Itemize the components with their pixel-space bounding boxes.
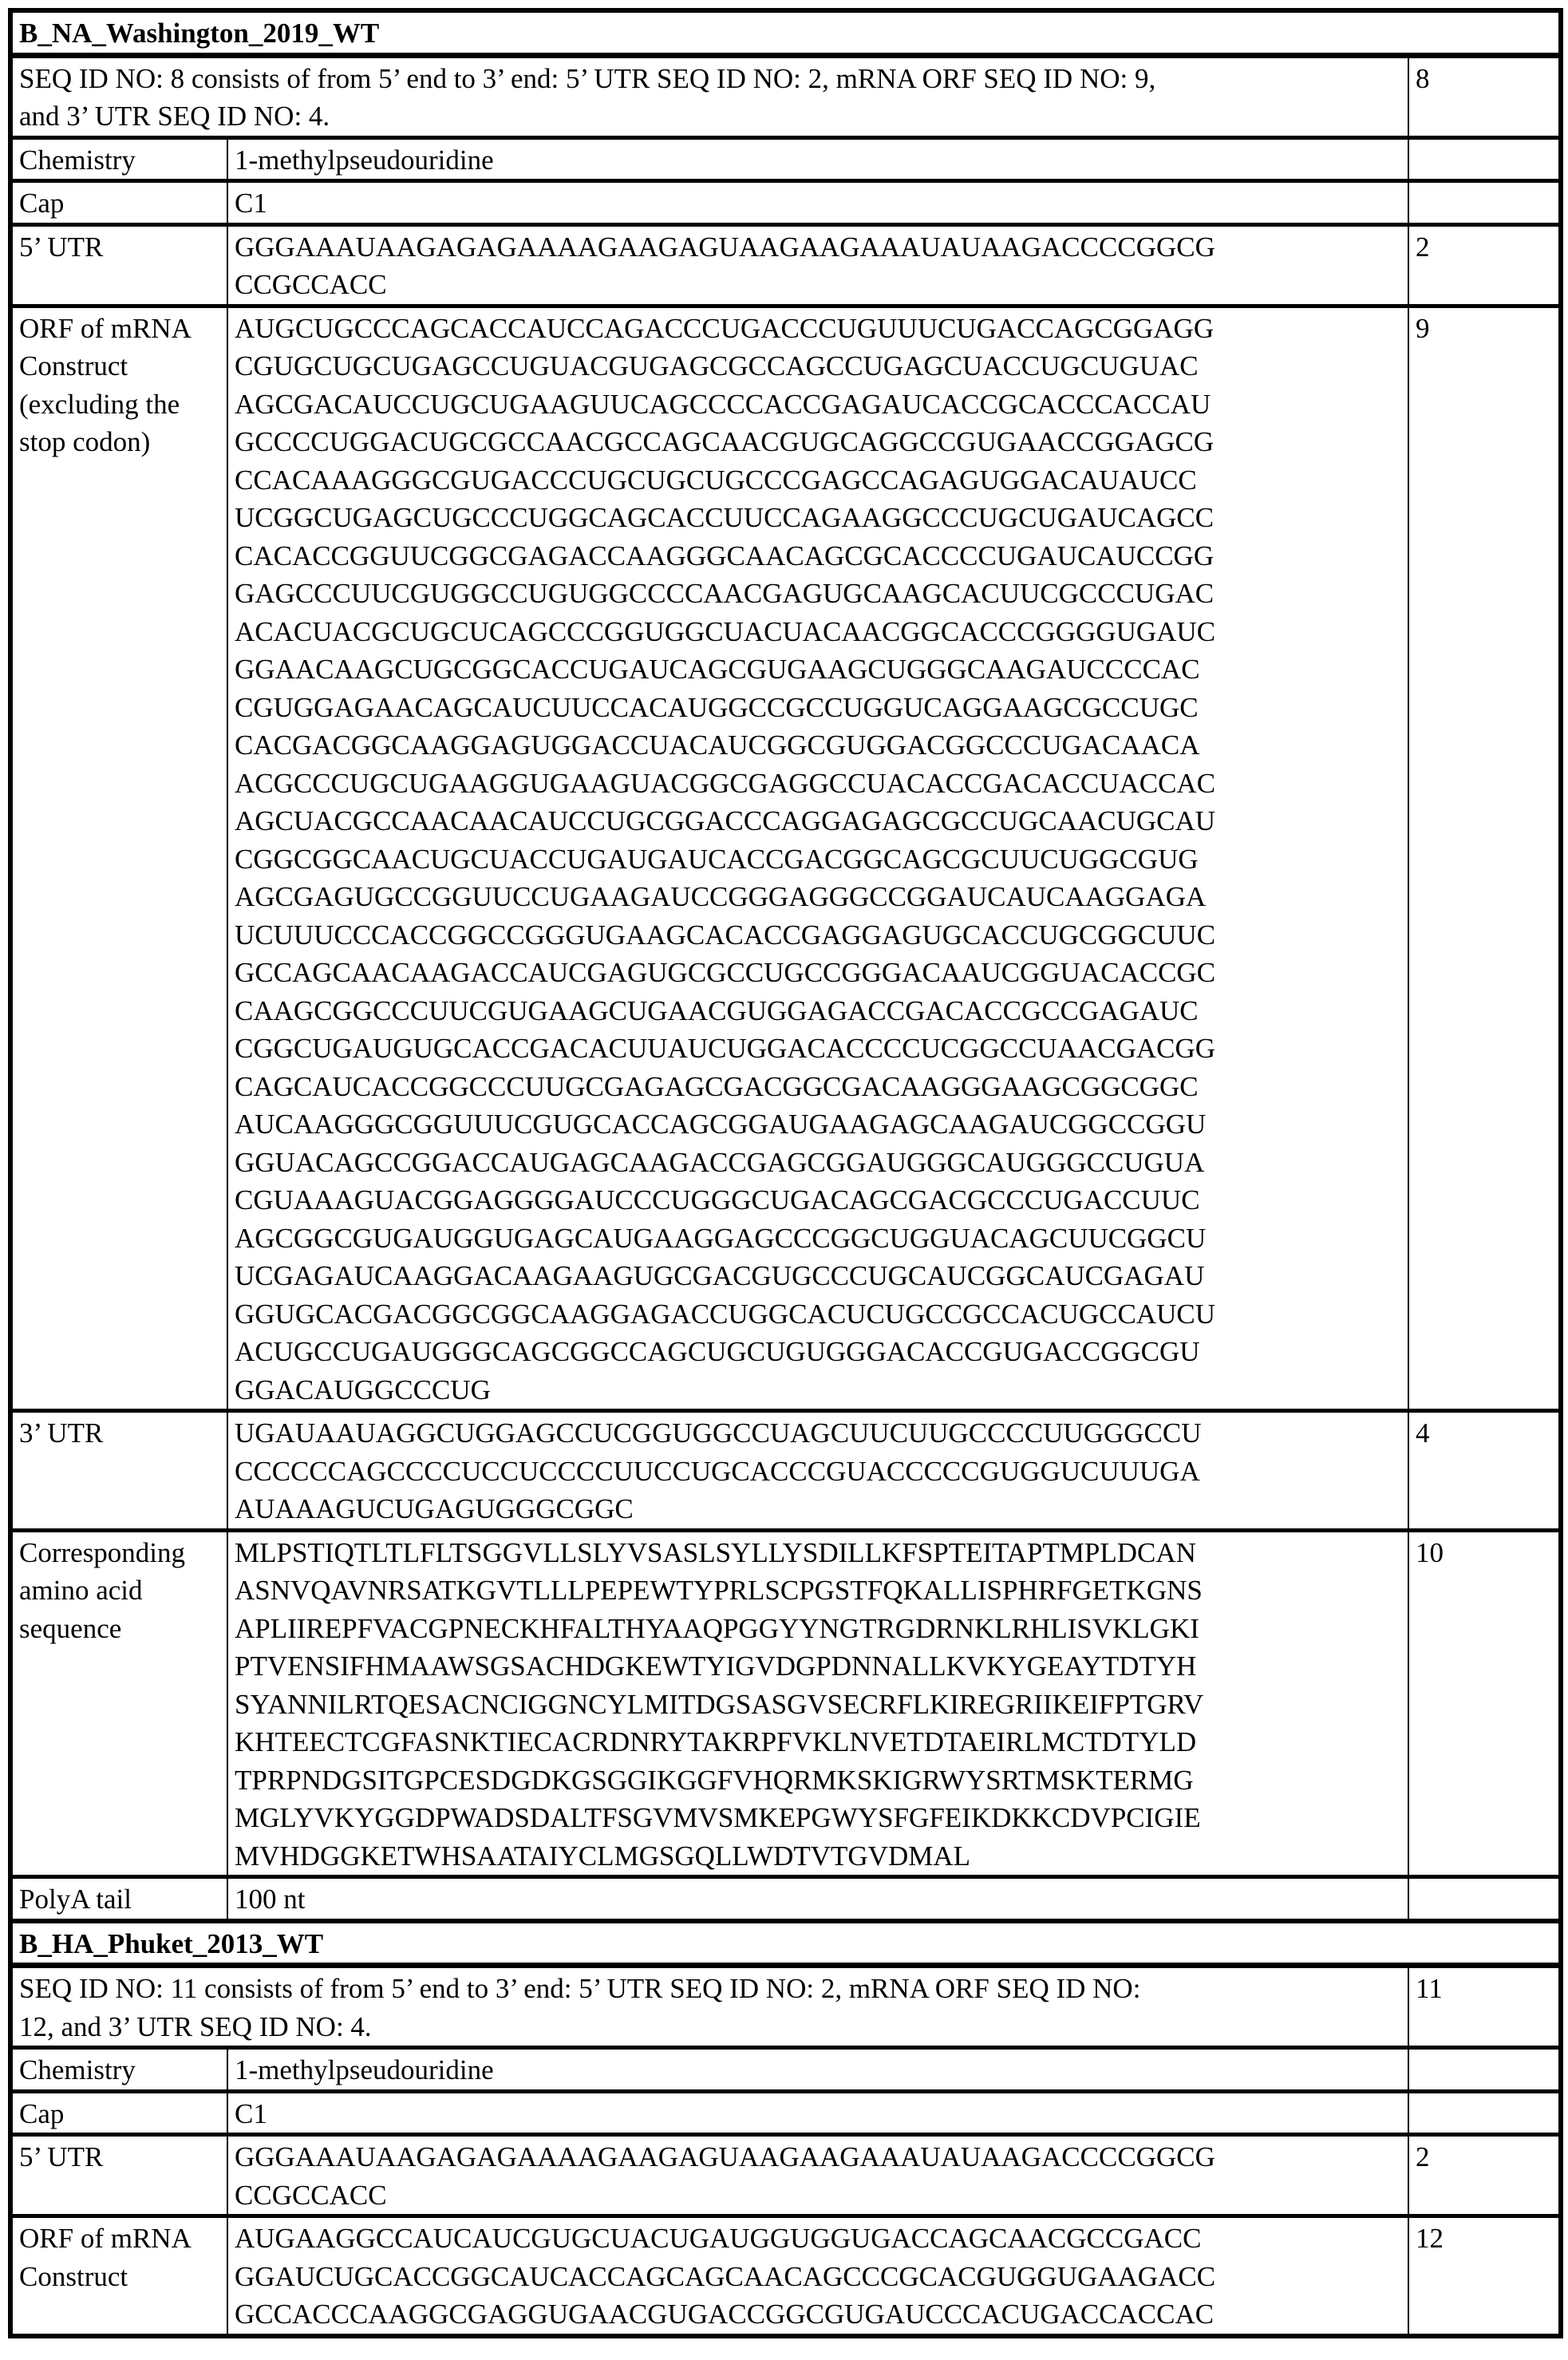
description-line: 12, and 3’ UTR SEQ ID NO: 4.	[19, 2010, 372, 2042]
row-sequence	[227, 306, 1408, 1411]
sequence-line: CCCCCCAGCCCCUCCUCCCCUUCCUGCACCCGUACCCCCGUGGUCUUUGA	[235, 1455, 1200, 1487]
row-seq-id	[1408, 181, 1561, 225]
section-description-row	[10, 55, 1561, 137]
row-sequence	[227, 137, 1408, 181]
row-seq-id: 10	[1408, 1530, 1561, 1877]
sequence-row	[10, 2135, 1561, 2216]
row-seq-id: 2	[1408, 2135, 1561, 2216]
sequence-line: CCGCCACC	[235, 2179, 387, 2211]
row-sequence	[227, 1530, 1408, 1877]
sequence-line: GGAACAAGCUGCGGCACCUGAUCAGCGUGAAGCUGGGCAAGAUCCCCAC	[235, 654, 1200, 685]
row-seq-id: 2	[1408, 224, 1561, 306]
description-line: and 3’ UTR SEQ ID NO: 4.	[19, 101, 330, 132]
sequence-line: AGCGGCGUGAUGGUGAGCAUGAAGGAGCCCGGCUGGUACAGCUUCGGCU	[235, 1222, 1207, 1254]
sequence-line: CAAGCGGCCCUUCGUGAAGCUGAACGUGGAGACCGACACCGCCGAGAUC	[235, 994, 1199, 1026]
sequence-line: UCUUUCCCACCGGCCGGGUGAAGCACACCGAGGAGUGCACCUGCGGCUUC	[235, 919, 1216, 951]
sequence-line: APLIIREPFVACGPNECKHFALTHYAAQPGGYYNGTRGDRNKLRHLISVKLGKI	[235, 1612, 1199, 1644]
sequence-line: ACACUACGCUGCUCAGCCCGGUGGCUACUACAACGGCACCCGGGGUGAUC	[235, 615, 1216, 647]
sequence-line: CGGCUGAUGUGCACCGACACUUAUCUGGACACCCCUCGGCCUAACGACGG	[235, 1033, 1216, 1064]
sequence-row	[10, 2091, 1561, 2135]
row-seq-id	[1408, 1877, 1561, 1921]
row-seq-id: 4	[1408, 1411, 1561, 1531]
row-label: ORF of mRNA Construct	[10, 2216, 227, 2336]
row-sequence	[227, 181, 1408, 225]
row-label: Chemistry	[10, 2048, 227, 2092]
sequence-line: UGAUAAUAGGCUGGAGCCUCGGUGGCCUAGCUUCUUGCCCCUUGGGCCU	[235, 1417, 1202, 1449]
sequence-line: GCCACCCAAGGCGAGGUGAACGUGACCGGCGUGAUCCCACUGACCACCAC	[235, 2299, 1215, 2330]
sequence-line: ACUGCCUGAUGGGCAGCGGCCAGCUGCUGUGGGACACCGUGACCGGCGU	[235, 1336, 1200, 1367]
section-description	[10, 55, 1408, 137]
sequence-document	[8, 8, 1558, 2338]
description-line: SEQ ID NO: 8 consists of from 5’ end to 3’ end: 5’ UTR SEQ ID NO: 2, mRNA ORF SEQ ID NO: 9,	[19, 62, 1156, 94]
sequence-row	[10, 224, 1561, 306]
sequence-line: MVHDGGKETWHSAATAIYCLMGSGQLLWDTVTGVDMAL	[235, 1840, 971, 1872]
row-seq-id	[1408, 137, 1561, 181]
sequence-row	[10, 181, 1561, 225]
row-label: ORF of mRNA Construct (excluding the stop codon)	[10, 306, 227, 1411]
row-sequence	[227, 2135, 1408, 2216]
sequence-row	[10, 1530, 1561, 1877]
sequence-line: CGUGCUGCUGAGCCUGUACGUGAGCGCCAGCCUGAGCUACCUGCUGUAC	[235, 350, 1199, 381]
sequence-line: C1	[235, 188, 267, 219]
row-sequence	[227, 2091, 1408, 2135]
sequence-line: TPRPNDGSITGPCESDGDKGSGGIKGGFVHQRMKSKIGRWYSRTMSKTERMG	[235, 1764, 1194, 1796]
sequence-line: AGCGACAUCCUGCUGAAGUUCAGCCCCACCGAGAUCACCGCACCCACCAU	[235, 388, 1211, 420]
row-label: 3’ UTR	[10, 1411, 227, 1531]
row-seq-id: 9	[1408, 306, 1561, 1411]
row-label: 5’ UTR	[10, 224, 227, 306]
sequence-line: GGACAUGGCCCUG	[235, 1374, 491, 1405]
row-label: Corresponding amino acid sequence	[10, 1530, 227, 1877]
sequence-line: GGUACAGCCGGACCAUGAGCAAGACCGAGCGGAUGGGCAUGGGCCUGUA	[235, 1146, 1205, 1178]
sequence-line: MGLYVKYGGDPWADSDALTFSGVMVSMKEPGWYSFGFEIKDKKCDVPCIGIE	[235, 1802, 1201, 1833]
row-sequence	[227, 1411, 1408, 1531]
sequence-line: GGGAAAUAAGAGAGAAAAGAAGAGUAAGAAGAAAUAUAAGACCCCGGCG	[235, 231, 1215, 263]
sequence-line: GCCCCUGGACUGCGCCAACGCCAGCAACGUGCAGGCCGUGAACCGGAGCG	[235, 426, 1215, 457]
row-seq-id	[1408, 2048, 1561, 2092]
row-sequence	[227, 2216, 1408, 2336]
section-description	[10, 1966, 1408, 2048]
sequence-line: AGCUACGCCAACAACAUCCUGCGGACCCAGGAGAGCGCCUGCAACUGCAU	[235, 805, 1216, 836]
row-sequence	[227, 224, 1408, 306]
sequence-table	[8, 8, 1563, 2338]
row-sequence	[227, 2048, 1408, 2092]
sequence-line: CCGCCACC	[235, 269, 387, 300]
sequence-line: CACGACGGCAAGGAGUGGACCUACAUCGGCGUGGACGGCCCUGACAACA	[235, 729, 1200, 761]
sequence-row	[10, 1411, 1561, 1531]
sequence-line: AUGCUGCCCAGCACCAUCCAGACCCUGACCCUGUUUCUGACCAGCGGAGG	[235, 312, 1215, 344]
sequence-row	[10, 1877, 1561, 1921]
section-description-row	[10, 1966, 1561, 2048]
sequence-row	[10, 137, 1561, 181]
sequence-line: AUAAAGUCUGAGUGGGCGGC	[235, 1493, 634, 1524]
sequence-line: CACACCGGUUCGGCGAGACCAAGGGCAACAGCGCACCCCUGAUCAUCCGG	[235, 540, 1215, 571]
sequence-line: UCGGCUGAGCUGCCCUGGCAGCACCUUCCAGAAGGCCCUGCUGAUCAGCC	[235, 502, 1215, 533]
section-title: B_HA_Phuket_2013_WT	[10, 1921, 1561, 1966]
seq-id-number: 8	[1408, 55, 1561, 137]
row-label: Chemistry	[10, 137, 227, 181]
row-sequence	[227, 1877, 1408, 1921]
sequence-line: ASNVQAVNRSATKGVTLLLPEPEWTYPRLSCPGSTFQKALLISPHRFGETKGNS	[235, 1575, 1203, 1606]
sequence-line: SYANNILRTQESACNCIGGNCYLMITDGSASGVSECRFLKIREGRIIKEIFPTGRV	[235, 1688, 1204, 1720]
row-label: PolyA tail	[10, 1877, 227, 1921]
sequence-row	[10, 2048, 1561, 2092]
sequence-line: ACGCCCUGCUGAAGGUGAAGUACGGCGAGGCCUACACCGACACCUACCAC	[235, 767, 1216, 799]
sequence-line: CAGCAUCACCGGCCCUUGCGAGAGCGACGGCGACAAGGGAAGCGGCGGC	[235, 1070, 1199, 1102]
sequence-line: AUGAAGGCCAUCAUCGUGCUACUGAUGGUGGUGACCAGCAACGCCGACC	[235, 2223, 1202, 2254]
seq-id-number: 11	[1408, 1966, 1561, 2048]
sequence-line: 1-methylpseudouridine	[235, 144, 494, 176]
sequence-line: GGAUCUGCACCGGCAUCACCAGCAGCAACAGCCCGCACGUGGUGAAGACC	[235, 2260, 1216, 2292]
sequence-line: GGGAAAUAAGAGAGAAAAGAAGAGUAAGAAGAAAUAUAAGACCCCGGCG	[235, 2141, 1215, 2172]
sequence-line: CGUAAAGUACGGAGGGGAUCCCUGGGCUGACAGCGACGCCCUGACCUUC	[235, 1184, 1200, 1216]
sequence-line: UCGAGAUCAAGGACAAGAAGUGCGACGUGCCCUGCAUCGGCAUCGAGAU	[235, 1260, 1205, 1291]
row-label: Cap	[10, 2091, 227, 2135]
row-seq-id	[1408, 2091, 1561, 2135]
section-title: B_NA_Washington_2019_WT	[10, 10, 1561, 55]
sequence-line: GCCAGCAACAAGACCAUCGAGUGCGCCUGCCGGGACAAUCGGUACACCGC	[235, 957, 1216, 988]
sequence-line: AGCGAGUGCCGGUUCCUGAAGAUCCGGGAGGGCCGGAUCAUCAAGGAGA	[235, 881, 1207, 912]
sequence-line: CGUGGAGAACAGCAUCUUCCACAUGGCCGCCUGGUCAGGAAGCGCCUGC	[235, 691, 1199, 723]
sequence-line: AUCAAGGGCGGUUUCGUGCACCAGCGGAUGAAGAGCAAGAUCGGCCGGU	[235, 1109, 1207, 1140]
sequence-row	[10, 306, 1561, 1411]
sequence-line: GAGCCCUUCGUGGCCUGUGGCCCCAACGAGUGCAAGCACUUCGCCCUGAC	[235, 578, 1215, 609]
sequence-line: CGGCGGCAACUGCUACCUGAUGAUCACCGACGGCAGCGCUUCUGGCGUG	[235, 843, 1199, 875]
row-label: Cap	[10, 181, 227, 225]
sequence-line: C1	[235, 2097, 267, 2129]
sequence-line: CCACAAAGGGCGUGACCCUGCUGCUGCCCGAGCCAGAGUGGACAUAUCC	[235, 464, 1197, 496]
section-title-row	[10, 10, 1561, 55]
sequence-row	[10, 2216, 1561, 2336]
sequence-line: MLPSTIQTLTLFLTSGGVLLSLYVSASLSYLLYSDILLKFSPTEITAPTMPLDCAN	[235, 1536, 1196, 1568]
sequence-line: GGUGCACGACGGCGGCAAGGAGACCUGGCACUCUGCCGCCACUGCCAUCU	[235, 1298, 1216, 1330]
sequence-line: 1-methylpseudouridine	[235, 2054, 494, 2085]
row-label: 5’ UTR	[10, 2135, 227, 2216]
section-title-row	[10, 1921, 1561, 1966]
sequence-line: KHTEECTCGFASNKTIECACRDNRYTAKRPFVKLNVETDTAEIRLMCTDTYLD	[235, 1726, 1197, 1757]
description-line: SEQ ID NO: 11 consists of from 5’ end to 3’ end: 5’ UTR SEQ ID NO: 2, mRNA ORF SEQ ID NO:	[19, 1973, 1141, 2004]
row-seq-id: 12	[1408, 2216, 1561, 2336]
sequence-line: 100 nt	[235, 1884, 306, 1915]
sequence-line: PTVENSIFHMAAWSGSACHDGKEWTYIGVDGPDNNALLKVKYGEAYTDTYH	[235, 1650, 1197, 1682]
sequence-table-body	[10, 10, 1561, 2336]
